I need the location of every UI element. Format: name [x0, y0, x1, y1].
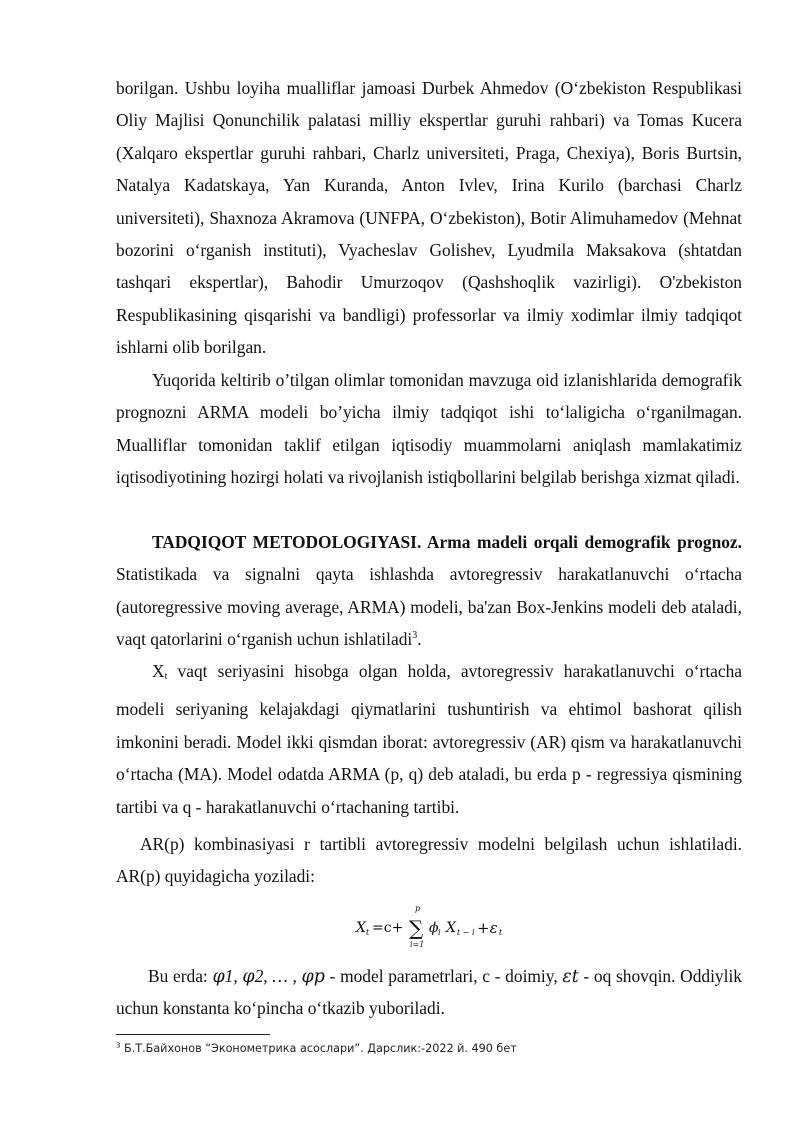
footnote-text: Б.Т.Байхонов “Эконометрика асослари”. Дарслик:-2022 й. 490 бет: [120, 1042, 517, 1055]
ar-formula: [356, 900, 526, 952]
footnote-marker: 3: [116, 1041, 121, 1050]
paragraph-parameters: [116, 960, 742, 1025]
parameters-text-c: - oq shovqin. Oddiylik uchun konstanta ko‘pincha o‘tkazib yuboriladi.: [116, 966, 742, 1019]
methodology-heading: TADQIQOT METODOLOGIYASI. Arma madeli orqali demografik prognoz.: [152, 532, 742, 552]
methodology-text-end: .: [417, 629, 422, 650]
footnote: [116, 1041, 742, 1056]
formula-equals-constant: =c+: [372, 920, 404, 936]
formula-sum-upper: p: [415, 904, 421, 913]
paragraph-research-gap: Yuqorida keltirib o’tilgan olimlar tomonidan mavzuga oid izlanishlarida demografik prognozni ARMA modeli bo’yicha ilmiy tadqiqot ishi to‘laligicha o‘rganilmagan. Mualliflar tomonidan taklif etilgan iqtisodiy muammolarni aniqlash mamlakatimiz iqtisodiyotining hozirgi holati va rivojlanish istiqbollarini belgilab berishga xizmat qiladi.: [116, 370, 742, 488]
formula-lhs: X: [356, 920, 366, 936]
arma-description-text: vaqt seriyasini hisobga olgan holda, avtoregressiv harakatlanuvchi o‘rtacha modeli seriyaning kelajakdagi qiymatlarini tushuntirish va ehtimol bashorat qilish imkonini beradi. Model ikki qismdan iborat: avtoregressiv (AR) qism va harakatlanuvchi o‘rtacha (MA). Model odatda ARMA (p, q) deb ataladi, bu erda p - regressiya qismining tartibi va q - harakatlanuvchi o‘rtachaning tartibi.: [116, 661, 742, 817]
parameters-text-a: Bu erda:: [148, 966, 213, 986]
footnote-reference[interactable]: 3: [412, 630, 418, 642]
formula-epsilon-subscript: t: [499, 928, 503, 937]
formula-phi-subscript: i: [438, 928, 441, 937]
time-series-subscript: t: [164, 671, 168, 682]
formula-epsilon: +ε: [477, 919, 498, 937]
formula-x: X: [446, 920, 456, 936]
noise-symbol: 𝜀𝑡: [562, 966, 579, 986]
formula-lhs-subscript: t: [366, 928, 370, 937]
formula-phi: ϕ: [429, 920, 439, 936]
formula-x-subscript: t − i: [457, 928, 475, 937]
parameters-symbols: 𝜑1, 𝜑2, … , 𝜑𝑝: [212, 966, 325, 986]
methodology-text: Statistikada va signalni qayta ishlashda avtoregressiv harakatlanuvchi o‘rtacha (autoregressive moving average, ARMA) modeli, ba'zan Box-Jenkins modeli deb ataladi, vaqt qatorlarini o‘rganish uchun ishlatiladi: [116, 564, 742, 650]
paragraph-ar-definition: AR(p) kombinasiyasi r tartibli avtoregressiv modelni belgilash uchun ishlatiladi. AR(p) quyidagicha yoziladi:: [116, 834, 742, 887]
paragraph-authors: borilgan. Ushbu loyiha mualliflar jamoasi Durbek Ahmedov (O‘zbekiston Respublikasi Oliy Majlisi Qonunchilik palatasi milliy ekspertlar guruhi rahbari) va Tomas Kucera (Xalqaro ekspertlar guruhi rahbari, Charlz universiteti, Praga, Chexiya), Boris Burtsin, Natalya Kadatskaya, Yan Kuranda, Anton Ivlev, Irina Kurilo (barchasi Charlz universiteti), Shaxnoza Akramova (UNFPA, O‘zbekiston), Botir Alimuhamedov (Mehnat bozorini o‘rganish instituti), Vyacheslav Golishev, Lyudmila Maksakova (shtatdan tashqari ekspertlar), Bahodir Umurzoqov (Qashshoqlik vazirligi). O'zbekiston Respublikasining qisqarishi va bandligi) professorlar va ilmiy xodimlar ilmiy tadqiqot ishlarni olib borilgan.: [116, 78, 742, 358]
parameters-text-b: - model parametrlari, c - doimiy,: [324, 966, 563, 986]
footnote-divider: [116, 1034, 270, 1035]
formula-sigma: ∑: [409, 916, 424, 940]
paragraph-arma-description: [116, 655, 742, 823]
paragraph-methodology: [116, 526, 742, 656]
time-series-variable: X: [152, 661, 165, 681]
formula-sum-lower: i=1: [410, 940, 425, 949]
